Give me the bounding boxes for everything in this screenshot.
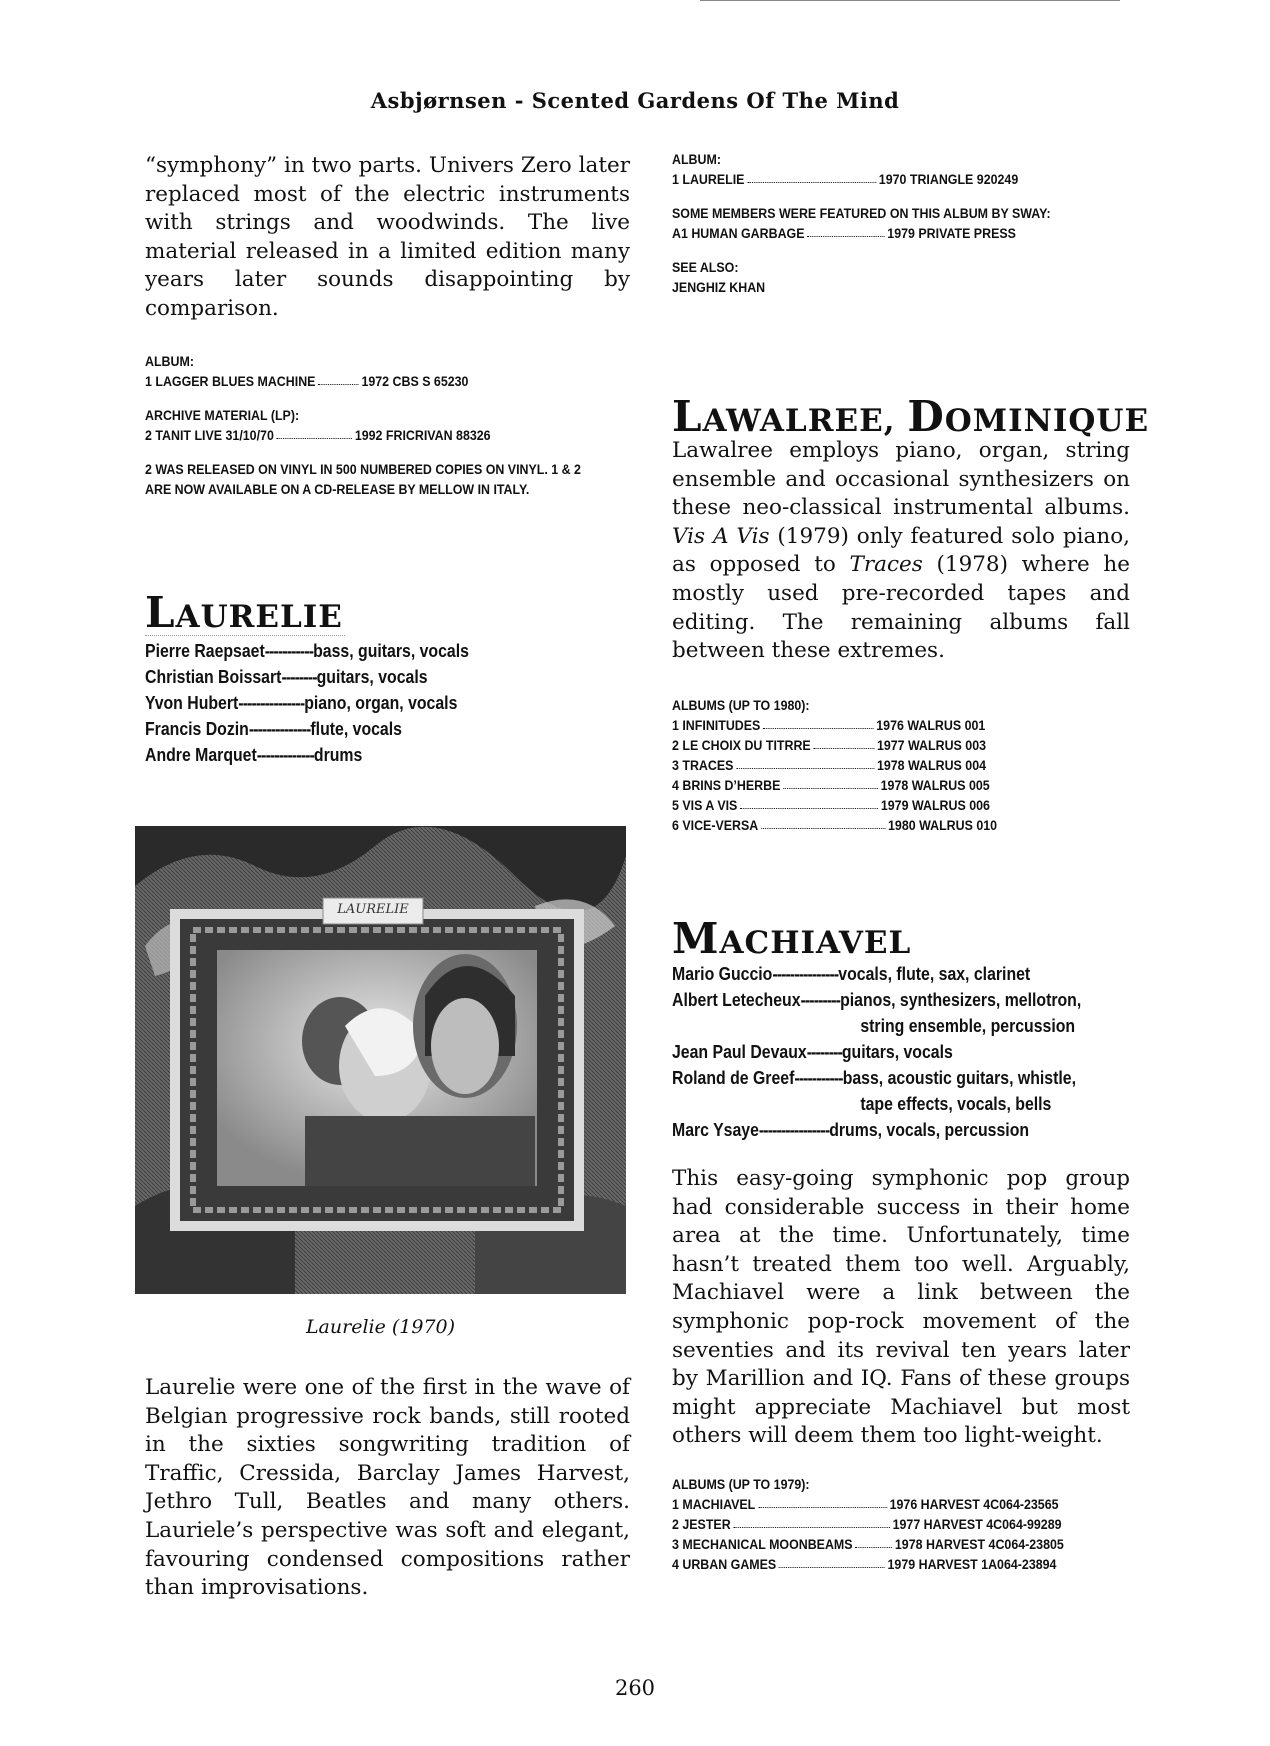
member-row: Marc Ysaye ---------------- drums, vocals, percussion <box>672 1120 1030 1140</box>
album-heading: ALBUM: <box>145 354 194 369</box>
member-row: Mario Guccio --------------- vocals, flute, sax, clarinet <box>672 964 1031 984</box>
laurelie-discography <box>672 150 1130 298</box>
member-row: Pierre Raepsaet ----------- bass, guitars, vocals <box>145 641 469 661</box>
laurelie-section <box>145 588 630 768</box>
laurelie-paragraph: Laurelie were one of the first in the wave of Belgian progressive rock bands, still rooted in the sixties songwriting tradition of Traffic, Cressida, Barclay James Harvest, Jethro Tull, Beatles and many others. Lauriele’s perspective was soft and elegant, favouring condensed compositions rather than improvisations. <box>145 1375 630 1601</box>
album-row: 2 LE CHOIX DU TITRRE 1977 WALRUS 003 <box>672 737 987 753</box>
section-title-laurelie: LAURELIE <box>145 588 343 637</box>
photo-caption: Laurelie (1970) <box>305 1316 456 1338</box>
member-role-continued: string ensemble, percussion <box>860 1016 1076 1036</box>
album-row: 3 TRACES 1978 WALRUS 004 <box>672 757 987 773</box>
member-row: Yvon Hubert --------------- piano, organ, vocals <box>145 693 458 713</box>
top-rule <box>700 0 1120 1</box>
archive-row: 2 TANIT LIVE 31/10/70 1992 FRICRIVAN 88326 <box>145 428 491 443</box>
sway-heading: SOME MEMBERS WERE FEATURED ON THIS ALBUM BY SWAY: <box>672 206 1051 221</box>
section-title-lawalree: LAWALREE, DOMINIQUE <box>672 392 1150 441</box>
machiavel-paragraph: This easy-going symphonic pop group had considerable success in their home area at the time. Unfortunately, time hasn’t treated them too well. Arguably, Machiavel were a link between the symphonic pop-rock movement of the seventies and its revival ten years later by Marillion and IQ. Fans of these groups might appreciate Machiavel but most others will deem them too light-weight. <box>672 1166 1130 1449</box>
album-row: 5 VIS A VIS 1979 WALRUS 006 <box>672 797 990 813</box>
running-header: Asbjørnsen - Scented Gardens Of The Mind <box>370 88 900 113</box>
albums-heading: ALBUMS (UP TO 1979): <box>672 1476 810 1492</box>
album-row: 2 JESTER 1977 HARVEST 4C064-99289 <box>672 1516 1062 1532</box>
member-row: Christian Boissart -------- guitars, vocals <box>145 667 428 687</box>
page-number: 260 <box>614 1676 656 1700</box>
album-row: 3 MECHANICAL MOONBEAMS 1978 HARVEST 4C064-23805 <box>672 1536 1064 1552</box>
album-row: 4 BRINS D’HERBE 1978 WALRUS 005 <box>672 777 990 793</box>
machiavel-lineup <box>672 961 1082 1143</box>
album-row: 1 LAURELIE 1970 TRIANGLE 920249 <box>672 172 1019 187</box>
see-also-heading: SEE ALSO: <box>672 260 739 275</box>
album-row: 1 MACHIAVEL 1976 HARVEST 4C064-23565 <box>672 1496 1059 1512</box>
machiavel-section <box>672 914 1130 1575</box>
member-row: Albert Letecheux --------- pianos, synthesizers, mellotron, <box>672 990 1082 1010</box>
album-row: 6 VICE-VERSA 1980 WALRUS 010 <box>672 817 998 833</box>
archive-heading: ARCHIVE MATERIAL (LP): <box>145 408 300 423</box>
album-row: A1 HUMAN GARBAGE 1979 PRIVATE PRESS <box>672 226 1016 241</box>
member-row: Andre Marquet ------------- drums <box>145 745 363 765</box>
album-cover-label: LAURELIE <box>337 902 409 917</box>
member-row: Francis Dozin -------------- flute, vocals <box>145 719 402 739</box>
intro-paragraph: “symphony” in two parts. Univers Zero later replaced most of the electric instruments with strings and woodwinds. The live material released in a limited edition many years later sounds disappointing by comparison. <box>145 153 630 321</box>
album-row: 1 LAGGER BLUES MACHINE 1972 CBS S 65230 <box>145 374 469 389</box>
member-role-continued: tape effects, vocals, bells <box>860 1094 1052 1114</box>
member-row: Roland de Greef ----------- bass, acoustic guitars, whistle, <box>672 1068 1076 1088</box>
album-row: 4 URBAN GAMES 1979 HARVEST 1A064-23894 <box>672 1556 1057 1572</box>
see-also-link: JENGHIZ KHAN <box>672 280 766 295</box>
album-cover-illustration <box>135 826 626 1294</box>
lawalree-discography <box>672 696 1093 836</box>
album-heading: ALBUM: <box>672 152 721 167</box>
album-cover-photo <box>135 826 626 1294</box>
lawalree-section <box>672 392 1150 836</box>
albums-heading: ALBUMS (UP TO 1980): <box>672 697 810 713</box>
member-row: Jean Paul Devaux -------- guitars, vocals <box>672 1042 953 1062</box>
lawalree-paragraph: Lawalree employs piano, organ, string ensemble and occasional synthesizers on these neo-classical instrumental albums. Vis A Vis (1979) only featured solo piano, as opposed to Traces (1978) where he mostly used pre-recorded tapes and editing. The remaining albums fall between these extremes. <box>672 438 1131 664</box>
machiavel-discography <box>672 1475 1093 1575</box>
section-title-machiavel: MACHIAVEL <box>672 914 912 963</box>
laurelie-lineup <box>145 638 572 768</box>
release-note: 2 WAS RELEASED ON VINYL IN 500 NUMBERED COPIES ON VINYL. 1 & 2 ARE NOW AVAILABLE ON A CD-RELEASE BY MELLOW IN ITALY. <box>145 462 581 497</box>
album-row: 1 INFINITUDES 1976 WALRUS 001 <box>672 717 986 733</box>
asbjornsen-discography <box>145 352 630 500</box>
